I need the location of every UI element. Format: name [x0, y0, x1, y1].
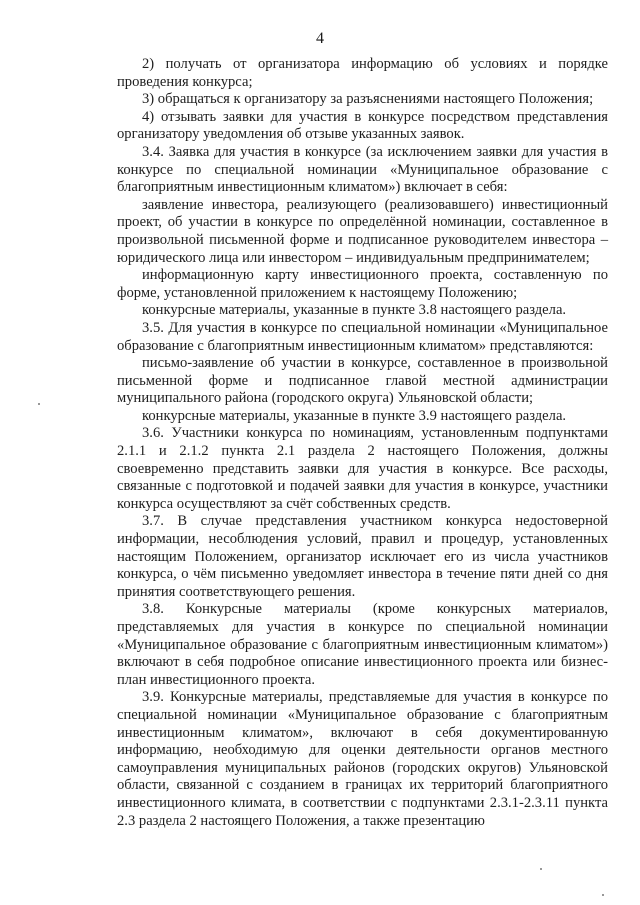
paragraph-item-2: 2) получать от организатора информацию об условиях и порядке проведения конкурса; [117, 56, 608, 90]
scan-speck [602, 894, 604, 896]
paragraph-3-4: 3.4. Заявка для участия в конкурсе (за исключением заявки для участия в конкурсе по специальной номинации «Муниципальное образование с благоприятным инвестиционным климатом») включает в себя: [117, 143, 608, 196]
scan-speck [540, 868, 542, 870]
paragraph-3-9: 3.9. Конкурсные материалы, представляемые для участия в конкурсе по специальной номинации «Муниципальное образование с благоприятным инвестиционным климатом», включают в себя документированную информацию, необходимую для оценки деятельности органов местного самоуправления муниципальных районов (городских округов) Ульяновской области, связанной с созданием в границах их территорий благоприятного инвестиционного климата, в соответствии с подпунктами 2.3.1-2.3.11 пункта 2.3 раздела 2 настоящего Положения, а также презентацию [117, 689, 608, 829]
paragraph-3-5-materials: конкурсные материалы, указанные в пункте 3.9 настоящего раздела. [142, 407, 567, 424]
document-body [117, 56, 608, 830]
paragraph-3-4-materials: конкурсные материалы, указанные в пункте 3.8 настоящего раздела. [142, 302, 567, 319]
paragraph-3-4-info-card: информационную карту инвестиционного проекта, составленную по форме, установленной приложением к настоящему Положению; [117, 267, 608, 301]
paragraph-3-6: 3.6. Участники конкурса по номинациям, установленным подпунктами 2.1.1 и 2.1.2 пункта 2.1 раздела 2 настоящего Положения, должны своевременно представить заявки для участия в конкурсе. Все расходы, связанные с подготовкой и подачей заявки для участия в конкурсе, участники конкурса осуществляют за счёт собственных средств. [117, 425, 608, 512]
paragraph-3-7: 3.7. В случае представления участником конкурса недостоверной информации, несоблюдения условий, правил и процедур, установленных настоящим Положением, организатор исключает его из числа участников конкурса, о чём письменно уведомляет инвестора в течение пяти дней со дня принятия соответствующего решения. [117, 513, 608, 600]
paragraph-3-4-application: заявление инвестора, реализующего (реализовавшего) инвестиционный проект, об участии в конкурсе по определённой номинации, составленное в произвольной письменной форме и подписанное руководителем инвестора – юридического лица или инвестором – индивидуальным предпринимателем; [117, 196, 608, 266]
paragraph-item-3: 3) обращаться к организатору за разъяснениями настоящего Положения; [142, 91, 594, 108]
page-number: 4 [316, 30, 324, 47]
paragraph-3-5-letter: письмо-заявление об участии в конкурсе, составленное в произвольной письменной форме и подписанное главой местной администрации муниципального района (городского округа) Ульяновской области; [117, 355, 608, 407]
paragraph-item-4: 4) отзывать заявки для участия в конкурсе посредством представления организатору уведомления об отзыве указанных заявок. [117, 108, 608, 143]
paragraph-3-8: 3.8. Конкурсные материалы (кроме конкурсных материалов, представляемых для участия в конкурсе по специальной номинации «Муниципальное образование с благоприятным инвестиционным климатом») включают в себя подробное описание инвестиционного проекта или бизнес-план инвестиционного проекта. [117, 601, 608, 688]
scan-speck [38, 403, 40, 405]
paragraph-3-5: 3.5. Для участия в конкурсе по специальной номинации «Муниципальное образование с благоприятным инвестиционным климатом» представляются: [117, 319, 608, 354]
